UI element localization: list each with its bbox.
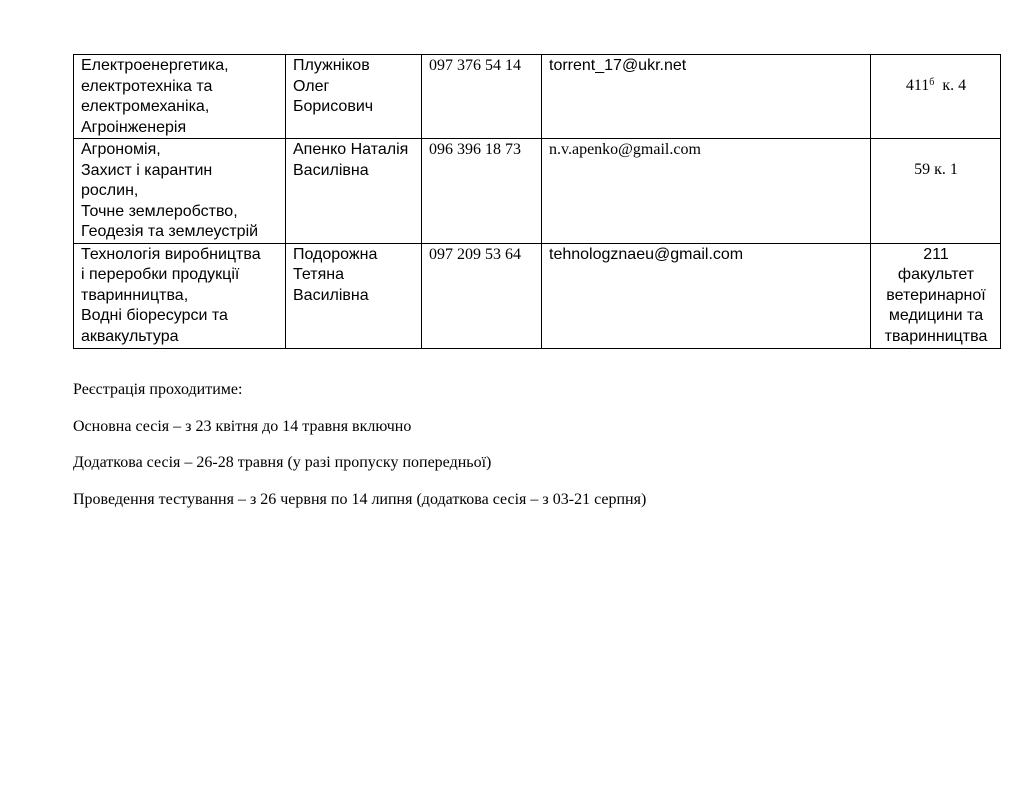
email-cell: tehnologznaeu@gmail.com bbox=[542, 243, 871, 348]
person-line: Подорожна bbox=[293, 245, 378, 263]
room-number: 411 bbox=[905, 77, 930, 94]
room-cell bbox=[871, 55, 1001, 139]
main-session-text: Основна сесія – з 23 квітня до 14 травня включно bbox=[73, 417, 412, 435]
phone-cell: 097 209 53 64 bbox=[422, 243, 542, 348]
person-line: Борисович bbox=[293, 98, 374, 115]
phone-cell: 097 376 54 14 bbox=[422, 55, 542, 139]
person-line: Апенко Наталія bbox=[293, 141, 409, 158]
room-line: ветеринарної bbox=[886, 286, 986, 304]
specialty-line: електромеханіка, bbox=[81, 98, 210, 115]
person-line: Василівна bbox=[293, 286, 369, 304]
specialty-line: Електроенергетика, bbox=[81, 57, 229, 74]
specialty-line: Точне землеробство, bbox=[81, 202, 238, 220]
testing-period-text: Проведення тестування – з 26 червня по 14 липня (додаткова сесія – з 03-21 серпня) bbox=[73, 490, 647, 508]
table-row bbox=[74, 55, 1001, 139]
specialty-line: Агрономія, bbox=[81, 141, 161, 158]
room-line bbox=[878, 76, 994, 97]
registration-heading: Реєстрація проходитиме: bbox=[73, 381, 243, 398]
room-line: медицини та bbox=[888, 307, 984, 324]
person-line: Плужніков bbox=[293, 57, 370, 74]
specialty-line: тваринництва, bbox=[81, 286, 189, 304]
room-line: 59 к. 1 bbox=[914, 161, 958, 178]
person-line: Тетяна bbox=[293, 266, 344, 283]
contacts-table bbox=[73, 54, 1001, 349]
specialty-cell bbox=[74, 139, 286, 244]
table-row bbox=[74, 243, 1001, 348]
contact-person-cell bbox=[286, 139, 422, 244]
specialty-cell bbox=[74, 55, 286, 139]
room-line: тваринництва bbox=[884, 327, 988, 345]
table-row bbox=[74, 139, 1001, 244]
room-cell bbox=[871, 243, 1001, 348]
person-line: Василівна bbox=[293, 161, 369, 179]
specialty-line: аквакультура bbox=[81, 327, 179, 345]
person-line: Олег bbox=[293, 77, 330, 95]
specialty-line: рослин, bbox=[81, 182, 139, 199]
specialty-line: Захист і карантин bbox=[81, 161, 213, 179]
specialty-line: Геодезія та землеустрій bbox=[81, 223, 259, 240]
specialty-line: і переробки продукції bbox=[81, 266, 240, 283]
specialty-cell bbox=[74, 243, 286, 348]
registration-notes bbox=[73, 380, 1003, 509]
email-cell: n.v.apenko@gmail.com bbox=[542, 139, 871, 244]
room-superscript: б bbox=[929, 76, 935, 88]
specialty-line: Агроінженерія bbox=[81, 118, 187, 136]
specialty-line: Технологія виробництва bbox=[81, 245, 261, 263]
additional-session-text: Додаткова сесія – 26-28 травня (у разі пропуску попередньої) bbox=[73, 454, 492, 471]
phone-cell: 096 396 18 73 bbox=[422, 139, 542, 244]
room-line: 211 bbox=[923, 245, 949, 263]
specialty-line: електротехніка та bbox=[81, 77, 213, 95]
specialty-line: Водні біоресурси та bbox=[81, 307, 228, 324]
contact-person-cell bbox=[286, 243, 422, 348]
room-cell bbox=[871, 139, 1001, 244]
room-building: к. 4 bbox=[942, 77, 967, 94]
room-line: факультет bbox=[897, 266, 975, 283]
email-cell: torrent_17@ukr.net bbox=[542, 55, 871, 139]
contact-person-cell bbox=[286, 55, 422, 139]
